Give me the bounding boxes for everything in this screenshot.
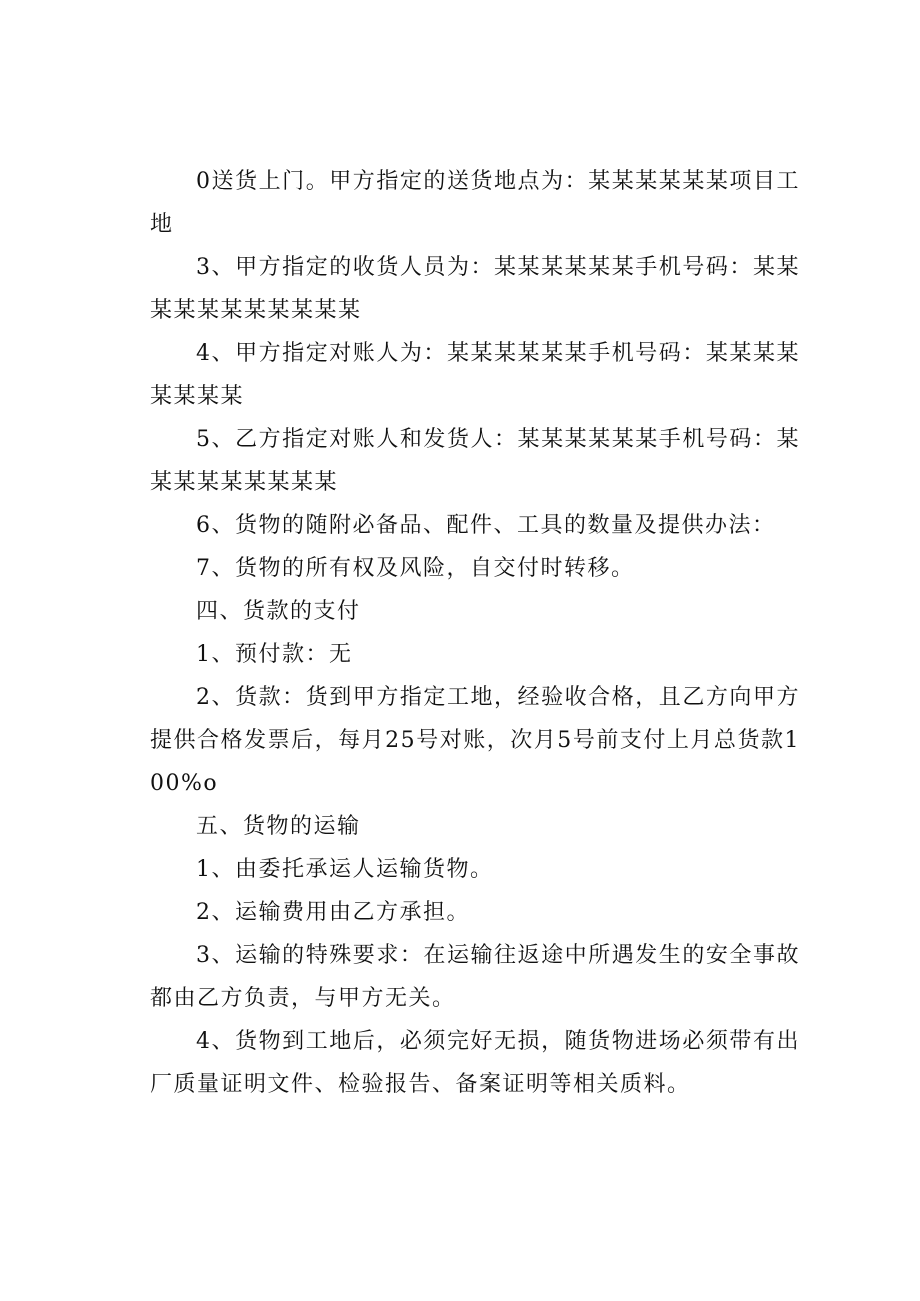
paragraph-arrival-documents: 4、货物到工地后，必须完好无损，随货物进场必须带有出厂质量证明文件、检验报告、备案证明等相关质料。 xyxy=(150,1029,800,1097)
paragraph-prepayment: 1、预付款：无 xyxy=(196,642,353,667)
document-body xyxy=(150,160,800,1106)
paragraph-transport-cost: 2、运输费用由乙方承担。 xyxy=(196,900,470,925)
paragraph-delivery-location: 0送货上门。甲方指定的送货地点为：某某某某某某项目工地 xyxy=(150,169,800,237)
paragraph-ownership-risk: 7、货物的所有权及风险，自交付时转移。 xyxy=(196,556,635,581)
section-heading-transport: 五、货物的运输 xyxy=(196,814,361,839)
paragraph-buyer-reconciler: 4、甲方指定对账人为：某某某某某某手机号码：某某某某某某某某 xyxy=(150,341,800,409)
paragraph-accessories: 6、货物的随附必备品、配件、工具的数量及提供办法： xyxy=(196,513,776,538)
paragraph-carrier: 1、由委托承运人运输货物。 xyxy=(196,857,494,882)
paragraph-seller-reconciler: 5、乙方指定对账人和发货人：某某某某某某手机号码：某某某某某某某某某 xyxy=(150,427,800,495)
section-heading-payment: 四、货款的支付 xyxy=(196,599,361,624)
paragraph-receiver: 3、甲方指定的收货人员为：某某某某某某手机号码：某某某某某某某某某某某 xyxy=(150,255,800,323)
paragraph-payment-terms: 2、货款：货到甲方指定工地，经验收合格，且乙方向甲方提供合格发票后，每月25号对账，次月5号前支付上月总货款100%o xyxy=(150,685,800,796)
paragraph-transport-requirements: 3、运输的特殊要求：在运输往返途中所遇发生的安全事故都由乙方负责，与甲方无关。 xyxy=(150,943,800,1011)
